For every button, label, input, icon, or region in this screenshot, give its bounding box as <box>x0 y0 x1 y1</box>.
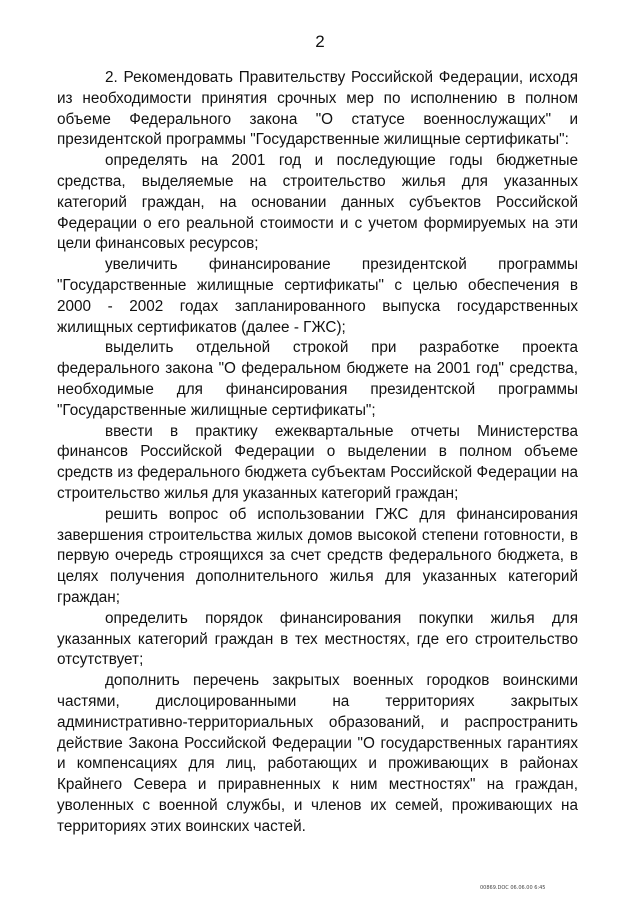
paragraph-military-towns: дополнить перечень закрытых военных городков воинскими частями, дислоцированными на территориях закрытых административно-территориальных образований, и распространить действие Закона Российской Федерации "О государственных гарантиях и компенсациях для лиц, работающих и проживающих в районах Крайнего Севера и приравненных к ним местностях" на граждан, уволенных с военной службы, и членов их семей, проживающих на территориях этих воинских частей. <box>57 672 578 835</box>
page-number: 2 <box>315 32 325 51</box>
document-body <box>57 68 578 837</box>
paragraph-quarterly-reports: ввести в практику ежеквартальные отчеты Министерства финансов Российской Федерации о выделении в полном объеме средств из федерального бюджета субъектам Российской Федерации на строительство жилья для указанных категорий граждан; <box>57 422 578 502</box>
paragraph-purchase-order: определить порядок финансирования покупки жилья для указанных категорий граждан в тех местностях, где его строительство отсутствует; <box>57 609 578 669</box>
paragraph-increase-financing: увеличить финансирование президентской программы "Государственные жилищные сертификаты" с целью обеспечения в 2000 - 2002 годах запланированного выпуска государственных жилищных сертификатов (далее - ГЖС); <box>57 256 578 336</box>
paragraph-budget-funds: определять на 2001 год и последующие годы бюджетные средства, выделяемые на строительство жилья для указанных категорий граждан, на основании данных субъектов Российской Федерации о его реальной стоимости и с учетом формируемых на эти цели финансовых ресурсов; <box>57 152 578 253</box>
paragraph-separate-line: выделить отдельной строкой при разработке проекта федерального закона "О федеральном бюджете на 2001 год" средства, необходимые для финансирования президентской программы "Государственные жилищные сертификаты"; <box>57 339 578 419</box>
paragraph-recommendation: 2. Рекомендовать Правительству Российской Федерации, исходя из необходимости принятия срочных мер по исполнению в полном объеме Федерального закона "О статусе военнослужащих" и президентской программы "Государственные жилищные сертификаты": <box>57 69 578 149</box>
document-footer-stamp: 00869.DOC 06.06.00 6:45 <box>480 885 546 891</box>
paragraph-gzhs-usage: решить вопрос об использовании ГЖС для финансирования завершения строительства жилых домов высокой степени готовности, в первую очередь строящихся за счет средств федерального бюджета, в целях получения дополнительного жилья для указанных категорий граждан; <box>57 505 578 606</box>
